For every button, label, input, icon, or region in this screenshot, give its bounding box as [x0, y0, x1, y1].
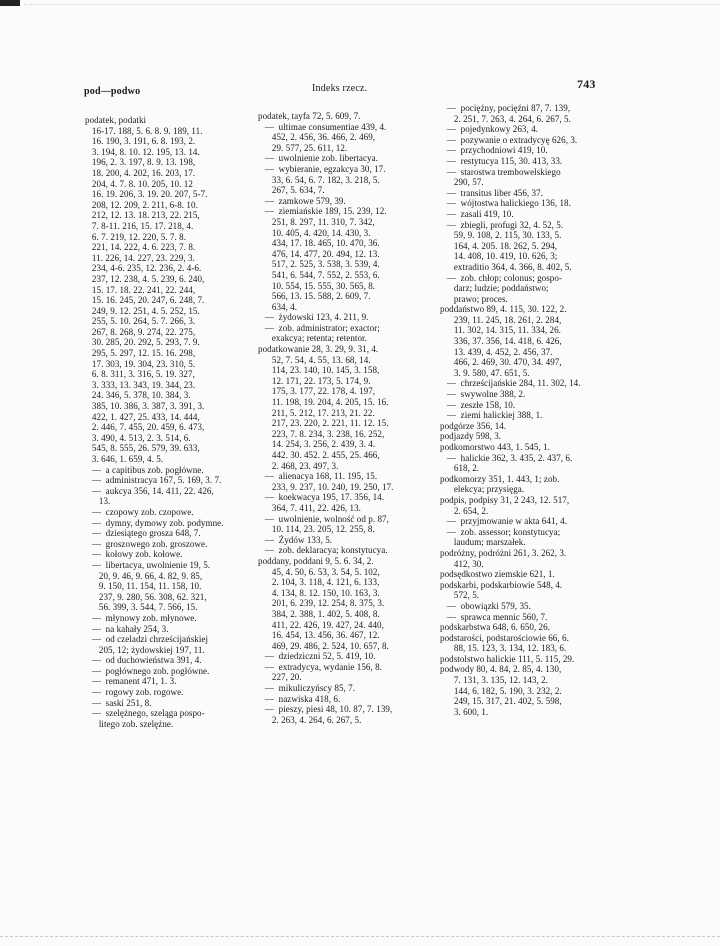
index-line: 476, 14. 477, 20. 494, 12. 13. [258, 248, 380, 259]
index-line: 3. 333, 13. 343, 19. 344, 23. [85, 379, 196, 390]
index-line: 249, 9. 12. 251, 4. 5. 252, 15. [85, 305, 200, 316]
index-line: 517, 2. 525, 3. 538, 3. 539, 4. [258, 259, 380, 270]
index-line: 239, 11. 245, 18. 261, 2. 284, [440, 314, 562, 325]
index-line: 267, 5. 634, 7. [258, 185, 325, 196]
index-line: 290, 57. [440, 177, 484, 188]
index-line: 3. 600, 1. [440, 706, 489, 717]
index-line: 211, 5. 212, 17. 213, 21. 22. [258, 407, 375, 418]
index-line: 14. 408, 10. 419, 10. 626, 3; [440, 251, 558, 262]
index-line: 336, 37. 356, 14. 418, 6. 426, [440, 336, 562, 347]
index-line: — koekwacya 195, 17. 356, 14. [258, 492, 385, 503]
index-line: 295, 5. 297, 12. 15. 16. 298, [85, 348, 196, 359]
scan-edge-mark [0, 0, 20, 6]
index-line: 618, 2. [440, 463, 480, 474]
index-line: — dymny, dymowy zob. podymne. [85, 517, 224, 528]
index-line: podatek, tayfa 72, 5. 609, 7. [258, 111, 361, 121]
index-line: — pocięźny, pocięźni 87, 7. 139, [440, 103, 571, 113]
index-line: 3. 646, 1. 659, 4. 5. [85, 454, 164, 464]
index-line: — administracya 167, 5. 169, 3. 7. [85, 475, 222, 486]
index-line: 3. 490, 4. 513, 2. 3. 514, 6. [85, 432, 191, 443]
index-line: 16-17. 188, 5. 6. 8. 9. 189, 11. [85, 125, 203, 136]
index-line: podatek, podatki [85, 115, 147, 125]
index-line: 114, 23. 140, 10. 145, 3. 158, [258, 365, 380, 376]
index-line: — sprawca mennic 560, 7. [440, 611, 548, 622]
index-line: — halickie 362, 3. 435, 2. 437, 6. [440, 452, 573, 463]
index-line: 234, 4-6. 235, 12. 236, 2. 4-6. [85, 263, 202, 274]
index-line: 634, 4. [258, 301, 298, 312]
index-line: 205, 12; żydowskiej 197, 11. [85, 644, 205, 655]
index-line: 6. 8. 311, 3. 316, 5. 19. 327, [85, 369, 195, 380]
index-line: — ziemiańskie 189, 15. 239, 12. [258, 206, 387, 217]
index-line: podwody 80, 4. 84, 2. 85, 4. 130, [440, 664, 562, 675]
index-line: 4. 134, 8. 12. 150, 10. 163, 3. [258, 587, 380, 598]
index-line: 18. 200, 4. 202, 16. 203, 17. [85, 167, 196, 178]
index-line: 204, 4. 7. 8. 10. 205, 10. 12 [85, 178, 193, 189]
index-line: — pieszy, piesi 48, 10. 87, 7. 139, [258, 704, 393, 715]
index-line: 13. [85, 496, 111, 507]
index-line: — extradycya, wydanie 156, 8. [258, 661, 382, 672]
index-line: 2. 654, 2. [440, 505, 489, 516]
index-line: 411, 22. 426, 19. 427, 24. 440, [258, 619, 384, 630]
index-line: — aukcya 356, 14. 411, 22. 426, [85, 485, 214, 496]
index-line: — starostwa trembowelskiego [440, 166, 561, 177]
index-line: — groszowego zob. groszowe. [85, 538, 208, 549]
index-line: — saski 251, 8. [85, 697, 152, 708]
index-line: — pojedynkowy 263, 4. [440, 124, 538, 135]
index-column-1 [85, 115, 224, 729]
scan-bottom-border [0, 936, 720, 938]
index-line: 223, 7. 8. 234, 3. 238, 16. 252, [258, 428, 385, 439]
index-line: 14. 254, 3. 256, 2. 439, 3. 4. [258, 439, 376, 450]
index-column-2 [258, 111, 393, 725]
index-line: 3. 194, 8. 10. 12. 195, 13. 14. [85, 146, 200, 157]
index-line: 16. 454, 13. 456, 36. 467, 12. [258, 630, 380, 641]
index-line: — od czeladzi chrześcijańskiej [85, 634, 209, 645]
index-line: — zob. assessor; konstytucya; [440, 526, 561, 537]
index-line: podstarości, podstarościowie 66, 6. [440, 632, 569, 643]
index-line: — wybieranie, egzakcya 30, 17. [258, 163, 386, 174]
index-line: — młynowy zob. młynowe. [85, 612, 197, 623]
index-line: 572, 5. [440, 590, 480, 601]
index-line: — przyjmowanie w akta 641, 4. [440, 516, 568, 527]
index-line: 221, 14. 222, 4. 6. 223, 7. 8. [85, 242, 196, 253]
index-line: 164, 4. 205. 18. 262, 5. 294, [440, 240, 558, 251]
index-line: podskarbstwa 648, 6. 650, 26. [440, 622, 551, 633]
index-line: 24. 346, 5. 378, 10. 384, 3. [85, 390, 191, 401]
index-line: 469, 29. 486, 2. 524, 10. 657, 8. [258, 640, 389, 651]
index-line: 2. 446, 7. 455, 20. 459, 6. 473, [85, 422, 205, 433]
index-line: podróżny, podróżni 261, 3. 262, 3. [440, 547, 567, 558]
index-line: 11. 198, 19. 204, 4. 205, 15. 16. [258, 397, 389, 408]
index-line: 251, 8. 297, 11. 310, 7. 342, [258, 216, 375, 227]
running-head-range: pod—podwo [84, 86, 141, 97]
index-line: 59, 9. 108, 2. 115, 30. 133, 5. [440, 230, 562, 241]
index-line: 545, 8. 555, 26. 579, 39. 633, [85, 443, 200, 454]
index-line: 6. 7. 219, 12. 220, 5. 7. 8. [85, 231, 187, 242]
index-line: podkomorstwo 443, 1. 545, 1. [440, 442, 550, 452]
index-line: exakcya; retenta; retentor. [258, 333, 367, 344]
index-line: 255, 5. 10. 264, 5. 7. 266, 3. [85, 316, 196, 327]
index-line: 52, 7. 54, 4. 55, 13. 68, 14. [258, 354, 371, 365]
index-line: 3. 9. 580, 47. 651, 5. [440, 367, 530, 378]
index-line: 452, 2. 456, 36. 466, 2. 469, [258, 132, 376, 143]
index-line: poddany, poddani 9, 5. 6. 34, 2. [258, 555, 374, 566]
index-line: — rogowy zob. rogowe. [85, 687, 184, 698]
index-line: 385, 10. 386, 3. 387, 3. 391, 3. [85, 401, 205, 412]
index-line: — alienacya 168, 11. 195, 15. [258, 471, 378, 482]
index-line: podskarbi, podskarbiowie 548, 4. [440, 579, 563, 590]
index-line: — zasali 419, 10. [440, 208, 514, 219]
index-line: — szelężnego, szeląga pospo- [85, 708, 205, 719]
index-line: 7. 8-11. 216, 15. 17. 218, 4. [85, 220, 194, 231]
index-line: 144, 6. 182, 5. 190, 3. 232, 2. [440, 685, 562, 696]
index-line: podkomorzy 351, 1. 443, 1; zob. [440, 473, 560, 484]
index-line: — swywolne 388, 2. [440, 389, 526, 400]
index-line: litego zob. szelężne. [85, 718, 174, 729]
index-line: — zob. chłop; colonus; gospo- [440, 272, 563, 283]
index-line: 434, 17. 18. 465, 10. 470, 36. [258, 238, 380, 249]
index-line: 10. 405, 4. 420, 14. 430, 3. [258, 227, 371, 238]
page-number: 743 [577, 77, 596, 91]
index-line: podsędkostwo ziemskie 621, 1. [440, 569, 555, 580]
index-line: — chrześcijańskie 284, 11. 302, 14. [440, 378, 581, 389]
index-line: 384, 2. 388, 1. 402, 5. 408, 8. [258, 608, 380, 619]
index-line: 208, 12. 209, 2. 211, 6-8. 10. [85, 199, 198, 210]
index-line: 15. 17. 18. 22. 241, 22. 244, [85, 284, 196, 295]
index-line: 175, 3. 177, 22. 178, 4. 197, [258, 386, 376, 397]
index-line: podgórze 356, 14. [440, 420, 507, 431]
index-line: — wójtostwa halickiego 136, 18. [440, 198, 571, 209]
index-line: 237, 12. 238, 4. 5. 239, 6. 240, [85, 273, 205, 284]
index-line: — od duchowieństwa 391, 4. [85, 655, 202, 666]
index-line: 29. 577, 25. 611, 12. [258, 142, 348, 153]
scan-top-border [24, 4, 720, 6]
index-line: 201, 6. 239, 12. 254, 8. 375, 3. [258, 598, 385, 609]
index-line: 212, 12. 13. 18. 213, 22. 215, [85, 210, 200, 221]
index-line: — remanent 471, 1. 3. [85, 676, 177, 687]
index-line: — transitus liber 456, 37. [440, 187, 544, 198]
index-line: — ultimae consumentiae 439, 4. [258, 121, 387, 132]
index-line: 30. 285, 20. 292, 5. 293, 7. 9. [85, 337, 200, 348]
index-line: — czopowy zob. czopowe. [85, 506, 194, 517]
index-line: — żydowski 123, 4. 211, 9. [258, 312, 369, 323]
index-line: 2. 263, 4. 264, 6. 267, 5. [258, 714, 362, 725]
index-line: podjazdy 598, 3. [440, 431, 502, 442]
index-line: laudum; marszałek. [440, 537, 526, 548]
index-line: 9. 150, 11. 154, 11. 158, 10. [85, 581, 202, 592]
index-line: — zob. administrator; exactor; [258, 322, 380, 333]
index-line: 10. 114, 23. 205, 12. 255, 8. [258, 524, 375, 535]
index-line: — mikuliczyńscy 85, 7. [258, 683, 356, 694]
index-line: — nazwiska 418, 6. [258, 693, 341, 704]
index-line: 2. 251, 7. 263, 4. 264, 6. 267, 5. [440, 113, 571, 124]
index-line: 33, 6. 54, 6. 7. 182, 3. 218, 5. [258, 174, 380, 185]
index-line: — zbiegli, profugi 32, 4. 52, 5. [440, 219, 564, 230]
index-line: 15. 16. 245, 20. 247, 6. 248, 7. [85, 295, 205, 306]
index-line: podpis, podpisy 31, 2 243, 12. 517, [440, 494, 570, 505]
index-line: extraditio 364, 4. 366, 8. 402, 5. [440, 261, 572, 272]
index-line: 20, 9. 46, 9. 66, 4. 82, 9. 85, [85, 570, 203, 581]
index-line: darz; ludzie; poddaństwo; [440, 283, 549, 294]
index-line: 2. 468, 23. 497, 3. [258, 460, 339, 471]
index-line: 237, 9. 280, 56. 308, 62. 321, [85, 591, 207, 602]
index-line: — obowiązki 579, 35. [440, 600, 531, 611]
index-line: 422, 1. 427, 25. 433, 14. 444, [85, 411, 200, 422]
index-line: — dziedziczni 52, 5. 419, 10. [258, 651, 376, 662]
index-line: 11. 226, 14. 227, 23. 229, 3. [85, 252, 195, 263]
index-line: 17. 303, 19. 304, 23. 310, 5. [85, 358, 196, 369]
index-line: 442. 30. 452. 2. 455, 25. 466, [258, 450, 380, 460]
index-line: 10. 554, 15. 555, 30. 565, 8. [258, 280, 376, 291]
index-line: 2. 104, 3. 118, 4. 121, 6. 133, [258, 577, 380, 588]
index-line: 88, 15. 123, 3. 134, 12. 183, 6. [440, 643, 567, 654]
index-column-3 [440, 103, 581, 717]
index-line: 56. 399, 3. 544, 7. 566, 15. [85, 602, 198, 613]
index-line: — restytucya 115, 30. 413, 33. [440, 155, 563, 166]
index-line: 11. 302, 14. 315, 11. 334, 26. [440, 325, 561, 336]
index-line: 16. 190, 3. 191, 6. 8. 193, 2. [85, 136, 196, 147]
index-line: 566, 13. 15. 588, 2. 609, 7. [258, 291, 371, 302]
index-line: 16. 19. 206, 3. 19. 20. 207, 5-7. [85, 189, 208, 200]
index-line: 412, 30. [440, 558, 484, 569]
index-line: 196, 2. 3. 197, 8. 9. 13. 198, [85, 157, 196, 168]
index-line: 267, 8. 268, 9. 274, 22. 275, [85, 326, 196, 337]
index-line: prawo; proces. [440, 293, 508, 304]
running-head-title: Indeks rzecz. [312, 83, 368, 94]
index-line: 7. 131, 3. 135, 12. 143, 2. [440, 675, 548, 686]
index-line: 13. 439, 4. 452, 2. 456, 37. [440, 346, 553, 357]
index-line: — zamkowe 579, 39. [258, 195, 346, 206]
index-line: — kołowy zob. kołowe. [85, 549, 183, 560]
index-line: — uwolnienie zob. libertacya. [258, 153, 378, 164]
index-line: podstolstwo halickie 111, 5. 115, 29. [440, 653, 575, 664]
index-line: — pozywanie o extradycyę 626, 3. [440, 134, 578, 145]
index-line: — zob. deklaracya; konstytucya. [258, 545, 388, 556]
index-line: podatkowanie 28, 3. 29, 9. 31, 4. [258, 344, 379, 355]
index-line: 364, 7. 411, 22. 426, 13. [258, 502, 361, 513]
index-line: — przychodniowi 419, 10. [440, 145, 548, 156]
index-line: 227, 20. [258, 672, 302, 683]
index-line: poddaństwo 89, 4. 115, 30. 122, 2. [440, 304, 567, 315]
index-line: — libertacya, uwolnienie 19, 5. [85, 559, 211, 570]
index-line: — zeszłe 158, 10. [440, 399, 516, 410]
index-line: 541, 6. 544, 7. 552, 2. 553, 6. [258, 269, 380, 280]
index-line: 233, 9. 237, 10. 240, 19. 250, 17. [258, 481, 394, 492]
index-line: 249, 15. 317, 21. 402, 5. 598, [440, 696, 562, 707]
index-line: 466, 2. 469, 30. 470, 34. 497, [440, 357, 562, 368]
index-line: — na kahały 254, 3. [85, 623, 169, 634]
index-line: 217, 23. 220, 2. 221, 11. 12. 15. [258, 418, 389, 429]
index-line: — a capitibus zob. pogłówne. [85, 464, 204, 475]
index-line: — pogłównego zob. pogłówne. [85, 665, 210, 676]
index-line: — ziemi halickiej 388, 1. [440, 410, 543, 421]
index-line: — Żydów 133, 5. [258, 534, 333, 545]
index-line: elekcya; przysięga. [440, 484, 525, 495]
index-line: 12. 171, 22. 173, 5. 174, 9. [258, 375, 371, 386]
index-line: 45, 4. 50, 6. 53, 3. 54, 5. 102, [258, 566, 380, 577]
index-line: — uwolnienie, wolność od p. 87, [258, 513, 389, 524]
index-line: — dziesiątego grosza 648, 7. [85, 528, 201, 539]
